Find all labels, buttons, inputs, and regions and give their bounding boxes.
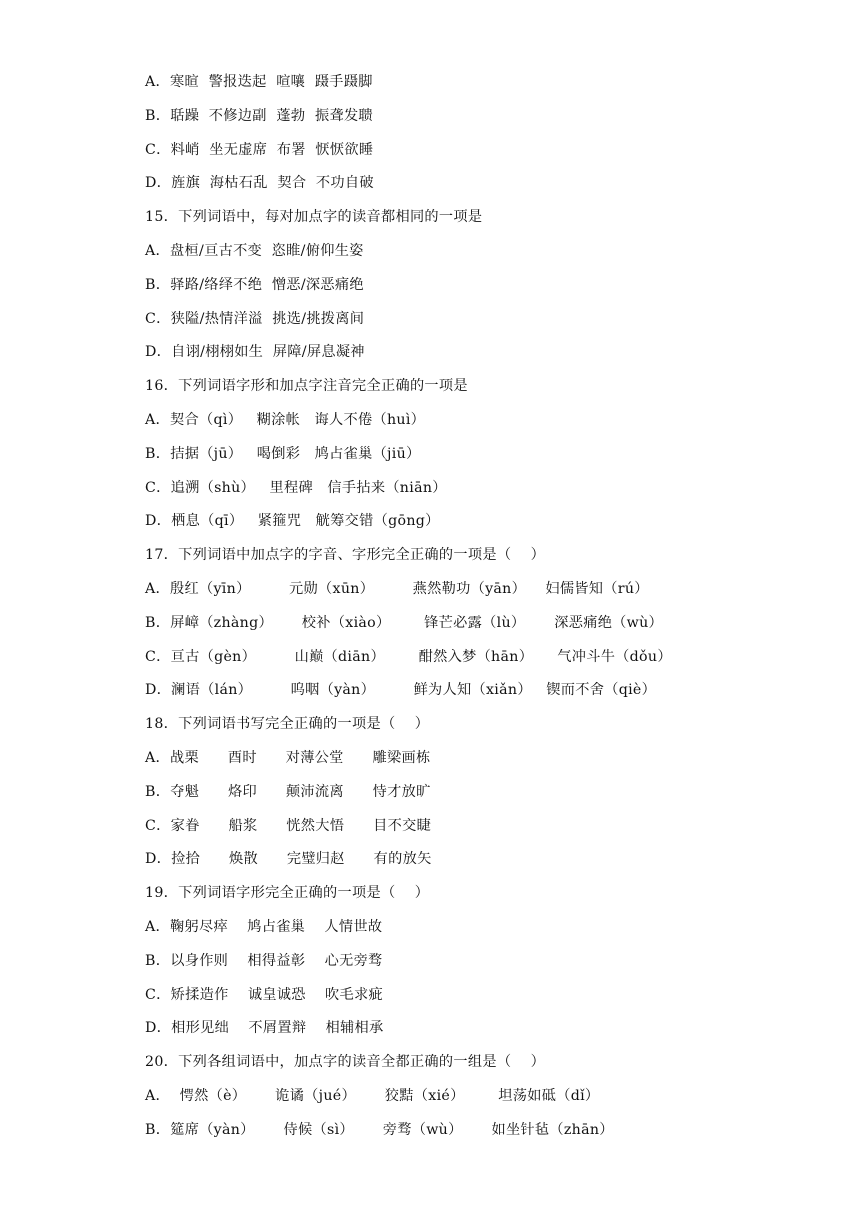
option-line: D．旌旗 海枯石乱 契合 不功自破: [145, 175, 374, 192]
question-stem: 19．下列词语字形完全正确的一项是（ ）: [145, 885, 430, 902]
option-line: A．殷红（yīn） 元勋（xūn） 燕然勒功（yān） 妇儒皆知（rú）: [145, 580, 649, 597]
option-line: C．料峭 坐无虚席 布署 恹恹欲睡: [145, 141, 374, 158]
option-line: D．栖息（qī） 紧箍咒 觥筹交错（gōng）: [145, 513, 440, 530]
option-line: B．夺魁 烙印 颠沛流离 恃才放旷: [145, 783, 431, 800]
option-line: A．契合（qì） 糊涂帐 诲人不倦（huì）: [145, 411, 426, 428]
option-line: C．矫揉造作 诚皇诚恐 吹毛求疵: [145, 986, 383, 1003]
option-line: A．盘桓/亘古不变 恣睢/俯仰生姿: [145, 242, 364, 259]
option-line: D．捡拾 焕散 完璧归赵 有的放矢: [145, 851, 432, 868]
option-line: A．寒暄 警报迭起 喧嚷 蹑手蹑脚: [145, 74, 373, 90]
option-line: D．澜语（lán） 呜咽（yàn） 鲜为人知（xiǎn） 锲而不舍（qiè）: [145, 682, 657, 699]
option-line: C．家眷 船浆 恍然大悟 目不交睫: [145, 817, 432, 834]
option-line: A．战栗 酉时 对薄公堂 雕梁画栋: [145, 749, 431, 766]
option-line: C．追溯（shù） 里程碑 信手拈来（niān）: [145, 479, 447, 496]
question-stem: 20．下列各组词语中，加点字的读音全都正确的一组是（ ）: [145, 1054, 546, 1071]
option-line: A． 愕然（è） 诡谲（jué） 狡黠（xié） 坦荡如砥（dǐ）: [145, 1087, 600, 1104]
option-line: B．聒躁 不修边副 蓬勃 振聋发聩: [145, 107, 373, 124]
option-line: B．拮据（jū） 喝倒彩 鸠占雀巢（jiū）: [145, 445, 421, 462]
option-line: D．相形见绌 不屑置辩 相辅相承: [145, 1020, 384, 1037]
option-line: C．亘古（gèn） 山巅（diān） 酣然入梦（hān） 气冲斗牛（dǒu）: [145, 648, 672, 665]
question-stem: 17．下列词语中加点字的字音、字形完全正确的一项是（ ）: [145, 547, 546, 564]
option-line: C．狭隘/热情洋溢 挑选/挑拨离间: [145, 310, 365, 327]
option-line: B．筵席（yàn） 侍候（sì） 旁骛（wù） 如坐针毡（zhān）: [145, 1121, 614, 1138]
question-stem: 18．下列词语书写完全正确的一项是（ ）: [145, 716, 430, 733]
option-line: A．鞠躬尽瘁 鸠占雀巢 人情世故: [145, 918, 383, 935]
worksheet-page: [145, 70, 825, 1152]
question-stem: 16．下列词语字形和加点字注音完全正确的一项是: [145, 378, 468, 395]
option-line: B．以身作则 相得益彰 心无旁骛: [145, 952, 383, 969]
option-line: B．驿路/络绎不绝 憎恶/深恶痛绝: [145, 276, 364, 293]
option-line: D．自诩/栩栩如生 屏障/屏息凝神: [145, 344, 365, 361]
option-line: B．屏嶂（zhàng） 校补（xiào） 锋芒必露（lù） 深恶痛绝（wù）: [145, 614, 664, 631]
question-stem: 15．下列词语中，每对加点字的读音都相同的一项是: [145, 209, 483, 226]
